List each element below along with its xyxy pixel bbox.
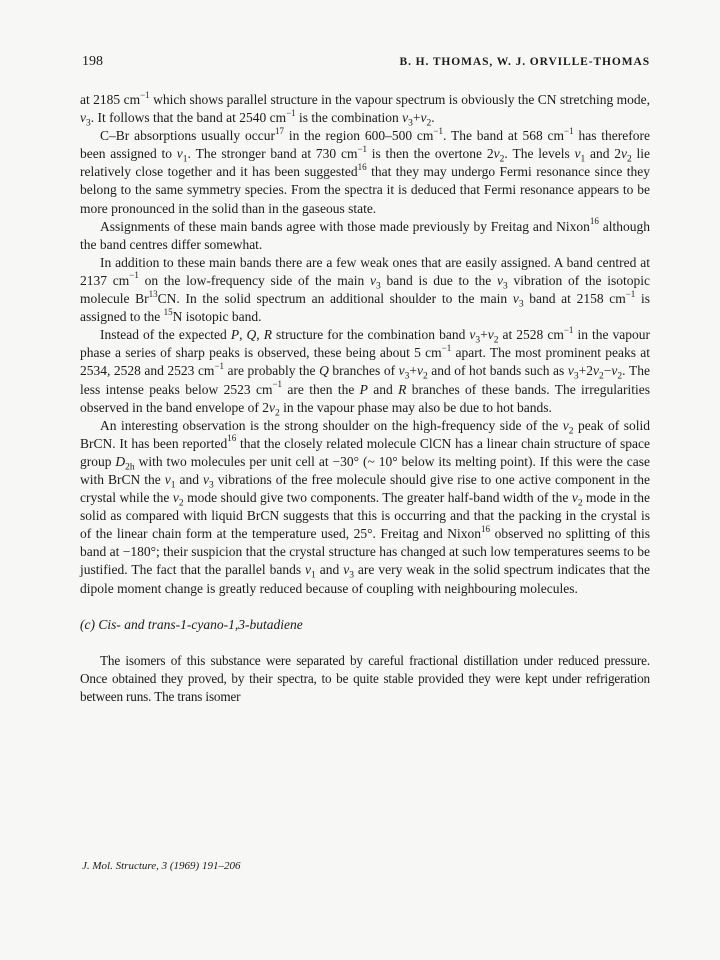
paragraph-3: Assignments of these main bands agree with those made previously by Freitag and Nixon$^{16}$ although the band centres differ somewhat. xyxy=(80,216,650,252)
paragraph-5: Instead of the expected P, Q, R structure for the combination band $\nu_3+\nu_2$ at 2528 $cm^{-1}$ in the vapour phase a series of sharp peaks is observed, these being about 5 $cm^{-1}$ apart. The most prominent peaks at 2534, 2528 and 2523 $cm^{-1}$ are probably the Q branches of $\nu_3+\nu_2$ and of hot bands such as $\nu_3+2\nu_2-\nu_2$. The less intense peaks below 2523 $cm^{-1}$ are then the P and R branches of these bands. The irregularities observed in the band envelope of $2\nu_2$ in the vapour phase may also be due to hot bands. xyxy=(80,324,651,419)
page-footer-citation: J. Mol. Structure, 3 (1969) 191–206 xyxy=(82,860,241,872)
paragraph-2: C–Br absorptions usually occur$^{17}$ in the region 600–500 $cm^{-1}$. The band at 568 $cm^{-1}$ has therefore been assigned to $\nu_1$. The stronger band at 730 $cm^{-1}$ is then the overtone $2\nu_2$. The levels $\nu_1$ and $2\nu_2$ lie relatively close together and it has been suggested$^{16}$ that they may undergo Fermi resonance since they belong to the same symmetry species. From the spectra it is deduced that Fermi resonance appears to be more pronounced in the solid than in the gaseous state. xyxy=(80,125,651,216)
paragraph-7: The isomers of this substance were separated by careful fractional distillation under reduced pressure. Once obtained they proved, by their spectra, to be quite stable provided they were kept under refrigeration between runs. The trans isomer xyxy=(80,652,650,705)
section-heading: (c) Cis- and trans-1-cyano-1,3-butadiene xyxy=(80,616,303,632)
paragraph-6: An interesting observation is the strong shoulder on the high-frequency side of the $\nu_2$ peak of solid BrCN. It has been reported$^{16}$ that the closely related molecule ClCN has a linear chain structure of space group $D_{2h}$ with two molecules per unit cell at −30° (~ 10° below its melting point). If this were the case with BrCN the $\nu_1$ and $\nu_3$ vibrations of the free molecule should give rise to one active component in the crystal while the $\nu_2$ mode should give two components. The greater half-band width of the $\nu_2$ mode in the solid as compared with liquid BrCN suggests that this is occurring and that the packing in the crystal is of the linear chain form at the temperature used, 25°. Freitag and Nixon$^{16}$ observed no splitting of this band at −180°; their suspicion that the crystal structure has changed at such low temperatures seems to be justified. The fact that the parallel bands $\nu_1$ and $\nu_3$ are very weak in the solid spectrum indicates that the dipole moment change is greatly reduced because of coupling with neighbouring molecules. xyxy=(80,417,651,596)
paragraph-1: at 2185 $cm^{-1}$ which shows parallel structure in the vapour spectrum is obviously the CN stretching mode, $\nu_3$. It follows that the band at 2540 $cm^{-1}$ is the combination $\nu_3+\nu_2$. xyxy=(80,89,650,129)
page-header xyxy=(82,54,650,70)
body-text xyxy=(80,91,650,706)
paragraph-4: In addition to these main bands there are a few weak ones that are easily assigned. A band centred at 2137 $cm^{-1}$ on the low-frequency side of the main $\nu_3$ band is due to the $\nu_3$ vibration of the isotopic molecule Br$^{13}$CN. In the solid spectrum an additional shoulder to the main $\nu_3$ band at 2158 $cm^{-1}$ is assigned to the $^{15}$N isotopic band. xyxy=(80,254,651,325)
running-head: B. H. THOMAS, W. J. ORVILLE-THOMAS xyxy=(399,56,650,68)
page-number: 198 xyxy=(82,54,103,69)
